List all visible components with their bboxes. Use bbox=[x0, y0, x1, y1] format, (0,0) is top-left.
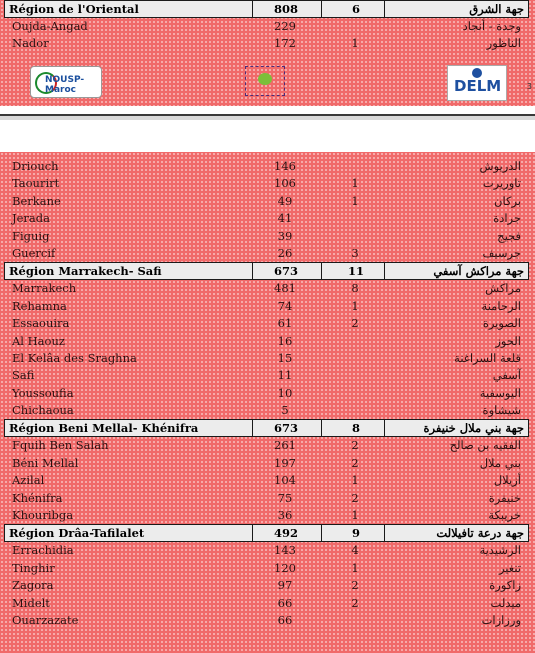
count-cell: 66 bbox=[277, 612, 293, 627]
name-ar-cell: جرادة bbox=[493, 211, 521, 226]
table-row bbox=[0, 595, 535, 612]
name-ar-cell: الفقيه بن صالح bbox=[449, 438, 521, 453]
name-fr-cell: Essaouira bbox=[12, 316, 70, 331]
name-fr-cell: Tinghir bbox=[12, 560, 55, 575]
name-fr-cell: Région Drâa-Tafilalet bbox=[9, 526, 145, 541]
name-ar-cell: زاكورة bbox=[489, 578, 521, 593]
name-ar-cell: ورزازات bbox=[481, 612, 521, 627]
name-ar-cell: تاوريرت bbox=[482, 176, 521, 191]
page-number: 3 bbox=[526, 82, 532, 91]
name-fr-cell: Région Marrakech- Safi bbox=[9, 264, 162, 279]
region-header-row bbox=[4, 419, 529, 437]
count-cell: 104 bbox=[274, 473, 296, 488]
count-cell: 11 bbox=[277, 368, 293, 383]
column-divider bbox=[321, 1, 322, 17]
region-header-row bbox=[4, 524, 529, 542]
count-cell: 97 bbox=[277, 578, 293, 593]
nousp-logo-text: NOUSP-Maroc bbox=[45, 75, 85, 95]
deaths-cell: 2 bbox=[351, 595, 359, 610]
name-ar-cell: أزيلال bbox=[493, 473, 521, 488]
name-ar-cell: الناظور bbox=[486, 36, 521, 51]
count-cell: 673 bbox=[273, 264, 298, 279]
table-row bbox=[0, 245, 535, 262]
table-row bbox=[0, 455, 535, 472]
name-ar-cell: الحوز bbox=[495, 333, 521, 348]
column-divider bbox=[321, 420, 322, 436]
name-ar-cell: مراكش bbox=[485, 281, 521, 296]
name-fr-cell: Oujda-Angad bbox=[12, 19, 88, 33]
table-row bbox=[0, 333, 535, 350]
table-row bbox=[0, 228, 535, 245]
name-ar-cell: شيشاوة bbox=[482, 403, 521, 418]
name-fr-cell: Béni Mellal bbox=[12, 455, 79, 470]
count-cell: 66 bbox=[277, 595, 293, 610]
deaths-cell: 1 bbox=[351, 508, 359, 523]
table-row bbox=[0, 437, 535, 454]
count-cell: 41 bbox=[277, 211, 293, 226]
deaths-cell: 2 bbox=[351, 490, 359, 505]
count-cell: 61 bbox=[277, 316, 293, 331]
name-ar-cell: آسفي bbox=[492, 368, 521, 383]
count-cell: 5 bbox=[281, 403, 289, 418]
deaths-cell: 2 bbox=[351, 438, 359, 453]
name-fr-cell: Azilal bbox=[12, 473, 45, 488]
region-header-row bbox=[4, 262, 529, 280]
nousp-logo bbox=[30, 66, 102, 98]
name-fr-cell: Taourirt bbox=[12, 176, 60, 191]
deaths-cell: 6 bbox=[351, 2, 360, 16]
name-fr-cell: Youssoufia bbox=[12, 385, 74, 400]
table-row bbox=[0, 210, 535, 227]
count-cell: 481 bbox=[274, 281, 296, 296]
column-divider bbox=[321, 525, 322, 541]
name-fr-cell: Al Haouz bbox=[12, 333, 65, 348]
name-fr-cell: Khénifra bbox=[12, 490, 63, 505]
table-row bbox=[0, 35, 535, 52]
table-row bbox=[0, 298, 535, 315]
name-fr-cell: Zagora bbox=[12, 578, 54, 593]
count-cell: 39 bbox=[277, 228, 293, 243]
name-fr-cell: Jerada bbox=[12, 211, 50, 226]
count-cell: 15 bbox=[277, 350, 293, 365]
name-fr-cell: Midelt bbox=[12, 595, 50, 610]
deaths-cell: 1 bbox=[351, 560, 359, 575]
deaths-cell: 2 bbox=[351, 455, 359, 470]
deaths-cell: 4 bbox=[351, 543, 359, 558]
name-ar-cell: الرحامنة bbox=[481, 298, 521, 313]
deaths-cell: 8 bbox=[351, 421, 360, 436]
delm-logo bbox=[447, 65, 507, 101]
count-cell: 492 bbox=[273, 526, 298, 541]
name-fr-cell: El Kelâa des Sraghna bbox=[12, 350, 137, 365]
table-row bbox=[0, 577, 535, 594]
table-row bbox=[0, 612, 535, 629]
table-row bbox=[0, 367, 535, 384]
table-row bbox=[0, 542, 535, 559]
name-ar-cell: الصويرة bbox=[482, 316, 521, 331]
name-fr-cell: Marrakech bbox=[12, 281, 77, 296]
table-row bbox=[0, 350, 535, 367]
count-cell: 261 bbox=[274, 438, 296, 453]
name-ar-cell: جهة درعة تافيلالت bbox=[436, 526, 524, 541]
deaths-cell: 1 bbox=[351, 193, 359, 208]
table-row bbox=[0, 315, 535, 332]
count-cell: 120 bbox=[274, 560, 296, 575]
count-cell: 143 bbox=[274, 543, 296, 558]
name-ar-cell: قلعة السراغنة bbox=[454, 350, 521, 365]
column-divider bbox=[321, 263, 322, 279]
table-row bbox=[0, 402, 535, 419]
count-cell: 49 bbox=[277, 193, 293, 208]
name-fr-cell: Berkane bbox=[12, 193, 61, 208]
count-cell: 36 bbox=[277, 508, 293, 523]
name-ar-cell: اليوسفية bbox=[479, 385, 521, 400]
deaths-cell: 9 bbox=[351, 526, 360, 541]
deaths-cell: 1 bbox=[351, 473, 359, 488]
name-ar-cell: الدريوش bbox=[479, 159, 521, 173]
name-fr-cell: Région de l'Oriental bbox=[9, 2, 139, 16]
deaths-cell: 1 bbox=[351, 298, 359, 313]
name-fr-cell: Safi bbox=[12, 368, 35, 383]
deaths-cell: 1 bbox=[351, 176, 359, 191]
count-cell: 26 bbox=[277, 245, 293, 260]
count-cell: 673 bbox=[273, 421, 298, 436]
name-fr-cell: Fquih Ben Salah bbox=[12, 438, 109, 453]
table-row bbox=[0, 193, 535, 210]
deaths-cell: 11 bbox=[347, 264, 364, 279]
name-fr-cell: Errachidia bbox=[12, 543, 74, 558]
name-ar-cell: خريبكة bbox=[488, 508, 521, 523]
count-cell: 172 bbox=[274, 36, 296, 51]
name-fr-cell: Figuig bbox=[12, 228, 50, 243]
name-fr-cell: Khouribga bbox=[12, 508, 74, 523]
deaths-cell: 2 bbox=[351, 578, 359, 593]
name-ar-cell: خنيفرة bbox=[488, 490, 521, 505]
name-ar-cell: جهة مراكش آسفي bbox=[433, 264, 524, 279]
table-row bbox=[0, 18, 535, 35]
emblem-icon bbox=[258, 73, 272, 85]
name-ar-cell: بركان bbox=[494, 193, 521, 208]
name-ar-cell: جهة بني ملال خنيفرة bbox=[423, 421, 524, 436]
name-fr-cell: Chichaoua bbox=[12, 403, 74, 418]
table-row bbox=[0, 507, 535, 524]
count-cell: 106 bbox=[274, 176, 296, 191]
table-row bbox=[0, 175, 535, 192]
table-row bbox=[0, 472, 535, 489]
deaths-cell: 1 bbox=[351, 36, 359, 51]
count-cell: 146 bbox=[274, 159, 296, 173]
name-fr-cell: Guercif bbox=[12, 245, 56, 260]
ministry-logo bbox=[245, 66, 285, 96]
name-ar-cell: وجدة - أنجاد bbox=[462, 19, 521, 33]
table-top-section bbox=[0, 0, 535, 60]
name-fr-cell: Rehamna bbox=[12, 298, 67, 313]
name-ar-cell: تنغير bbox=[498, 560, 521, 575]
name-ar-cell: ميدلت bbox=[490, 595, 521, 610]
page-break bbox=[0, 106, 535, 152]
table-row bbox=[0, 490, 535, 507]
logo-banner bbox=[0, 60, 535, 106]
name-fr-cell: Driouch bbox=[12, 159, 59, 173]
name-ar-cell: جرسيف bbox=[482, 245, 521, 260]
count-cell: 16 bbox=[277, 333, 293, 348]
count-cell: 197 bbox=[274, 455, 296, 470]
delm-logo-text: DELM bbox=[454, 77, 502, 95]
name-ar-cell: فجيج bbox=[497, 228, 521, 243]
name-fr-cell: Région Beni Mellal- Khénifra bbox=[9, 421, 199, 436]
table-row bbox=[0, 385, 535, 402]
count-cell: 808 bbox=[273, 2, 298, 16]
table-main-section bbox=[0, 152, 535, 653]
table-row bbox=[0, 280, 535, 297]
count-cell: 10 bbox=[277, 385, 293, 400]
name-ar-cell: جهة الشرق bbox=[469, 2, 524, 16]
count-cell: 75 bbox=[277, 490, 293, 505]
deaths-cell: 8 bbox=[351, 281, 359, 296]
name-fr-cell: Nador bbox=[12, 36, 49, 51]
region-header-row bbox=[4, 0, 529, 18]
name-ar-cell: بني ملال bbox=[479, 455, 521, 470]
deaths-cell: 3 bbox=[351, 245, 359, 260]
name-ar-cell: الرشيدية bbox=[479, 543, 521, 558]
table-row bbox=[0, 560, 535, 577]
deaths-cell: 2 bbox=[351, 316, 359, 331]
name-fr-cell: Ouarzazate bbox=[12, 612, 79, 627]
table-row bbox=[0, 158, 535, 175]
count-cell: 229 bbox=[274, 19, 296, 33]
count-cell: 74 bbox=[277, 298, 293, 313]
